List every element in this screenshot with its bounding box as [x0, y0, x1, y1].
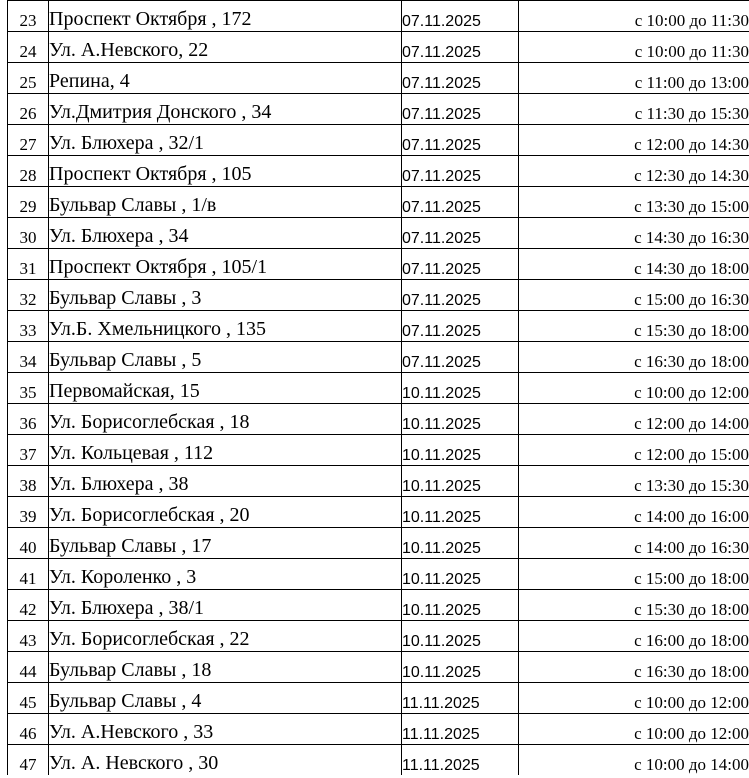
date-cell: 10.11.2025	[402, 497, 519, 528]
address-cell: Ул. Борисоглебская , 20	[49, 497, 402, 528]
date-cell: 10.11.2025	[402, 435, 519, 466]
time-range-cell: с 16:30 до 18:00	[519, 342, 749, 373]
row-number-cell: 23	[8, 1, 49, 32]
time-range-cell: с 12:00 до 14:00	[519, 404, 749, 435]
time-range-cell: с 10:00 до 14:00	[519, 745, 749, 776]
address-cell: Бульвар Славы , 1/в	[49, 187, 402, 218]
date-cell: 07.11.2025	[402, 249, 519, 280]
address-cell: Ул. А.Невского, 22	[49, 32, 402, 63]
table-row	[8, 714, 749, 745]
table-row	[8, 218, 749, 249]
time-range-cell: с 11:00 до 13:00	[519, 63, 749, 94]
time-range-cell: с 15:30 до 18:00	[519, 311, 749, 342]
address-cell: Проспект Октября , 105	[49, 156, 402, 187]
date-cell: 07.11.2025	[402, 218, 519, 249]
row-number-cell: 33	[8, 311, 49, 342]
date-cell: 07.11.2025	[402, 311, 519, 342]
time-range-cell: с 14:30 до 16:30	[519, 218, 749, 249]
row-number-cell: 43	[8, 621, 49, 652]
date-cell: 07.11.2025	[402, 94, 519, 125]
address-cell: Проспект Октября , 172	[49, 1, 402, 32]
row-number-cell: 35	[8, 373, 49, 404]
time-range-cell: с 15:30 до 18:00	[519, 590, 749, 621]
date-cell: 11.11.2025	[402, 683, 519, 714]
time-range-cell: с 10:00 до 11:30	[519, 32, 749, 63]
time-range-cell: с 10:00 до 12:00	[519, 373, 749, 404]
row-number-cell: 46	[8, 714, 49, 745]
row-number-cell: 25	[8, 63, 49, 94]
table-row	[8, 63, 749, 94]
row-number-cell: 34	[8, 342, 49, 373]
time-range-cell: с 11:30 до 15:30	[519, 94, 749, 125]
table-row	[8, 1, 749, 32]
table-row	[8, 652, 749, 683]
date-cell: 07.11.2025	[402, 125, 519, 156]
address-cell: Ул. А. Невского , 30	[49, 745, 402, 776]
row-number-cell: 29	[8, 187, 49, 218]
table-row	[8, 497, 749, 528]
time-range-cell: с 16:30 до 18:00	[519, 652, 749, 683]
address-cell: Ул. А.Невского , 33	[49, 714, 402, 745]
time-range-cell: с 15:00 до 16:30	[519, 280, 749, 311]
address-cell: Ул. Блюхера , 34	[49, 218, 402, 249]
address-cell: Бульвар Славы , 3	[49, 280, 402, 311]
row-number-cell: 42	[8, 590, 49, 621]
row-number-cell: 38	[8, 466, 49, 497]
address-cell: Ул. Борисоглебская , 18	[49, 404, 402, 435]
address-cell: Ул. Блюхера , 38	[49, 466, 402, 497]
address-cell: Ул. Блюхера , 32/1	[49, 125, 402, 156]
row-number-cell: 32	[8, 280, 49, 311]
row-number-cell: 28	[8, 156, 49, 187]
table-row	[8, 280, 749, 311]
row-number-cell: 44	[8, 652, 49, 683]
date-cell: 10.11.2025	[402, 652, 519, 683]
date-cell: 10.11.2025	[402, 466, 519, 497]
time-range-cell: с 10:00 до 12:00	[519, 683, 749, 714]
address-cell: Ул.Дмитрия Донского , 34	[49, 94, 402, 125]
date-cell: 11.11.2025	[402, 745, 519, 776]
schedule-table	[7, 0, 749, 775]
table-row	[8, 621, 749, 652]
date-cell: 07.11.2025	[402, 280, 519, 311]
date-cell: 10.11.2025	[402, 590, 519, 621]
table-row	[8, 559, 749, 590]
row-number-cell: 39	[8, 497, 49, 528]
table-row	[8, 249, 749, 280]
table-row	[8, 32, 749, 63]
table-row	[8, 187, 749, 218]
row-number-cell: 36	[8, 404, 49, 435]
table-row	[8, 466, 749, 497]
row-number-cell: 26	[8, 94, 49, 125]
date-cell: 10.11.2025	[402, 373, 519, 404]
address-cell: Ул. Блюхера , 38/1	[49, 590, 402, 621]
address-cell: Ул. Короленко , 3	[49, 559, 402, 590]
time-range-cell: с 14:00 до 16:00	[519, 497, 749, 528]
date-cell: 10.11.2025	[402, 404, 519, 435]
date-cell: 07.11.2025	[402, 342, 519, 373]
time-range-cell: с 12:00 до 14:30	[519, 125, 749, 156]
time-range-cell: с 13:30 до 15:30	[519, 466, 749, 497]
date-cell: 10.11.2025	[402, 559, 519, 590]
row-number-cell: 27	[8, 125, 49, 156]
date-cell: 07.11.2025	[402, 187, 519, 218]
schedule-rows	[8, 1, 749, 776]
row-number-cell: 37	[8, 435, 49, 466]
date-cell: 07.11.2025	[402, 63, 519, 94]
date-cell: 10.11.2025	[402, 621, 519, 652]
time-range-cell: с 16:00 до 18:00	[519, 621, 749, 652]
time-range-cell: с 14:30 до 18:00	[519, 249, 749, 280]
date-cell: 11.11.2025	[402, 714, 519, 745]
address-cell: Бульвар Славы , 4	[49, 683, 402, 714]
address-cell: Ул. Борисоглебская , 22	[49, 621, 402, 652]
time-range-cell: с 14:00 до 16:30	[519, 528, 749, 559]
address-cell: Бульвар Славы , 5	[49, 342, 402, 373]
date-cell: 10.11.2025	[402, 528, 519, 559]
row-number-cell: 47	[8, 745, 49, 776]
table-row	[8, 156, 749, 187]
date-cell: 07.11.2025	[402, 156, 519, 187]
table-row	[8, 342, 749, 373]
address-cell: Бульвар Славы , 17	[49, 528, 402, 559]
date-cell: 07.11.2025	[402, 32, 519, 63]
address-cell: Проспект Октября , 105/1	[49, 249, 402, 280]
table-row	[8, 435, 749, 466]
row-number-cell: 40	[8, 528, 49, 559]
table-row	[8, 528, 749, 559]
table-row	[8, 94, 749, 125]
time-range-cell: с 12:00 до 15:00	[519, 435, 749, 466]
row-number-cell: 31	[8, 249, 49, 280]
address-cell: Бульвар Славы , 18	[49, 652, 402, 683]
time-range-cell: с 12:30 до 14:30	[519, 156, 749, 187]
time-range-cell: с 15:00 до 18:00	[519, 559, 749, 590]
table-row	[8, 125, 749, 156]
time-range-cell: с 13:30 до 15:00	[519, 187, 749, 218]
row-number-cell: 30	[8, 218, 49, 249]
address-cell: Первомайская, 15	[49, 373, 402, 404]
table-row	[8, 745, 749, 776]
address-cell: Репина, 4	[49, 63, 402, 94]
row-number-cell: 24	[8, 32, 49, 63]
time-range-cell: с 10:00 до 11:30	[519, 1, 749, 32]
row-number-cell: 41	[8, 559, 49, 590]
table-row	[8, 373, 749, 404]
row-number-cell: 45	[8, 683, 49, 714]
time-range-cell: с 10:00 до 12:00	[519, 714, 749, 745]
table-row	[8, 683, 749, 714]
address-cell: Ул.Б. Хмельницкого , 135	[49, 311, 402, 342]
date-cell: 07.11.2025	[402, 1, 519, 32]
address-cell: Ул. Кольцевая , 112	[49, 435, 402, 466]
table-row	[8, 311, 749, 342]
table-row	[8, 590, 749, 621]
table-row	[8, 404, 749, 435]
